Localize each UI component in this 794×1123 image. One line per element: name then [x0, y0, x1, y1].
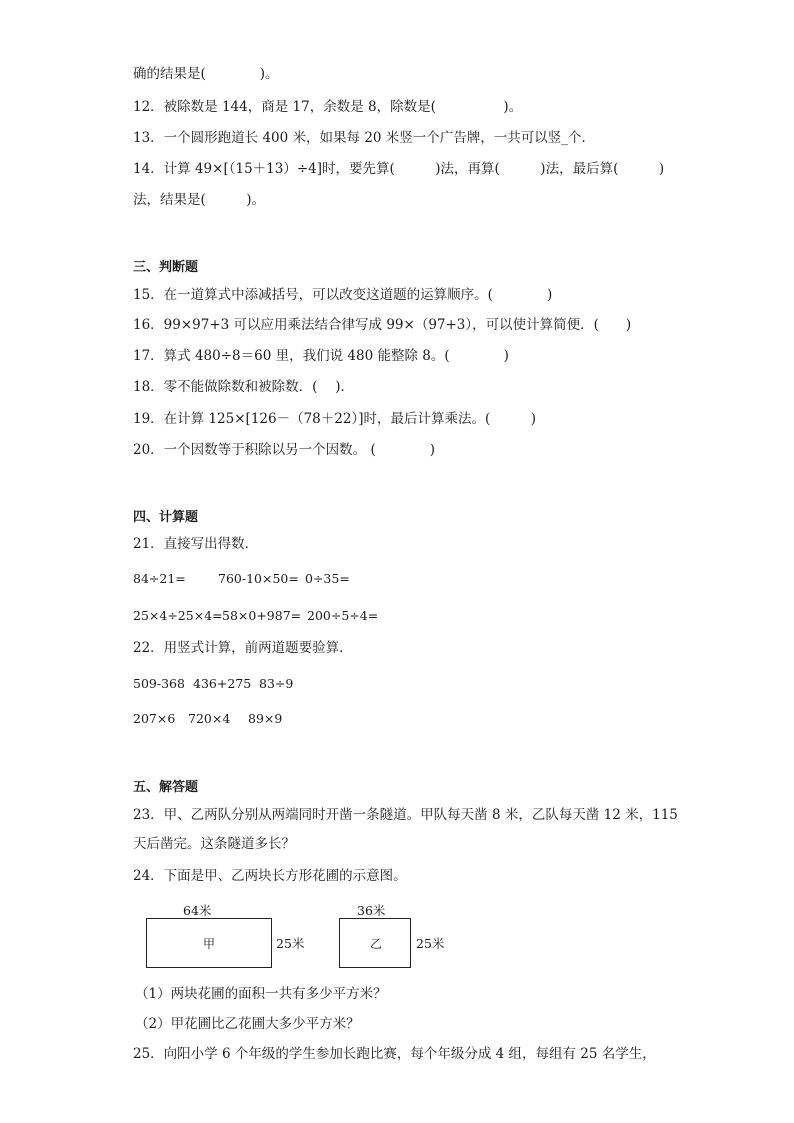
question-22: 22．用竖式计算，前两道题要验算．	[133, 640, 353, 656]
yi-length-label: 36米	[357, 903, 386, 918]
jia-rectangle	[146, 918, 272, 968]
question-23-line1: 23．甲、乙两队分别从两端同时开凿一条隧道。甲队每天凿 8 米，乙队每天凿 12 米，115	[133, 807, 678, 823]
calc-item: 0÷35=	[305, 571, 350, 586]
question-15: 15．在一道算式中添减括号，可以改变这道题的运算顺序。( )	[133, 287, 553, 303]
section-3-title: 三、判断题	[133, 260, 199, 275]
calc-item: 509-368	[133, 676, 185, 691]
question-21: 21．直接写出得数．	[133, 536, 259, 552]
question-24: 24．下面是甲、乙两块长方形花圃的示意图。	[133, 868, 407, 884]
calc-item: 89×9	[248, 711, 283, 726]
yi-name: 乙	[370, 937, 383, 951]
calc-item: 200÷5÷4=	[307, 608, 379, 623]
question-13: 13．一个圆形跑道长 400 米，如果每 20 米竖一个广告牌，一共可以竖_个．	[133, 130, 596, 146]
q11-tail: 确的结果是( )。	[133, 66, 279, 82]
question-24-part2: （2）甲花圃比乙花圃大多少平方米？	[135, 1016, 360, 1032]
question-17: 17．算式 480÷8＝60 里，我们说 480 能整除 8。( )	[133, 348, 509, 364]
question-25: 25．向阳小学 6 个年级的学生参加长跑比赛，每个年级分成 4 组，每组有 25 名学生，	[133, 1046, 656, 1062]
jia-name: 甲	[203, 937, 216, 951]
question-14-line1: 14．计算 49×[（15＋13）÷4]时，要先算( )法，再算( )法，最后算( )	[133, 161, 665, 177]
section-5-title: 五、解答题	[133, 780, 199, 795]
calc-item: 25×4÷25×4=	[133, 608, 223, 623]
question-19: 19．在计算 125×[126－（78＋22）]时，最后计算乘法。( )	[133, 411, 536, 427]
calc-item: 207×6	[133, 711, 176, 726]
question-20: 20．一个因数等于积除以另一个因数。 ( )	[133, 442, 436, 458]
question-12: 12．被除数是 144，商是 17，余数是 8，除数是( )。	[133, 99, 523, 115]
calc-item: 84÷21=	[133, 571, 186, 586]
calc-item: 58×0+987=	[222, 608, 302, 623]
calc-item: 760-10×50=	[218, 571, 299, 586]
calc-item: 720×4	[188, 711, 231, 726]
jia-width-label: 25米	[276, 936, 305, 951]
calc-item: 83÷9	[259, 676, 294, 691]
yi-width-label: 25米	[416, 936, 445, 951]
section-4-title: 四、计算题	[133, 510, 199, 525]
question-23-line2: 天后凿完。这条隧道多长？	[133, 836, 295, 852]
yi-rectangle	[339, 918, 411, 968]
calc-item: 436+275	[193, 676, 252, 691]
question-16: 16．99×97+3 可以应用乘法结合律写成 99×（97+3），可以使计算简便．( )	[133, 317, 632, 333]
jia-length-label: 64米	[183, 903, 212, 918]
question-18: 18．零不能做除数和被除数．( )．	[133, 379, 355, 395]
question-24-part1: （1）两块花圃的面积一共有多少平方米？	[135, 986, 387, 1002]
question-14-line2: 法，结果是( )。	[133, 192, 266, 208]
